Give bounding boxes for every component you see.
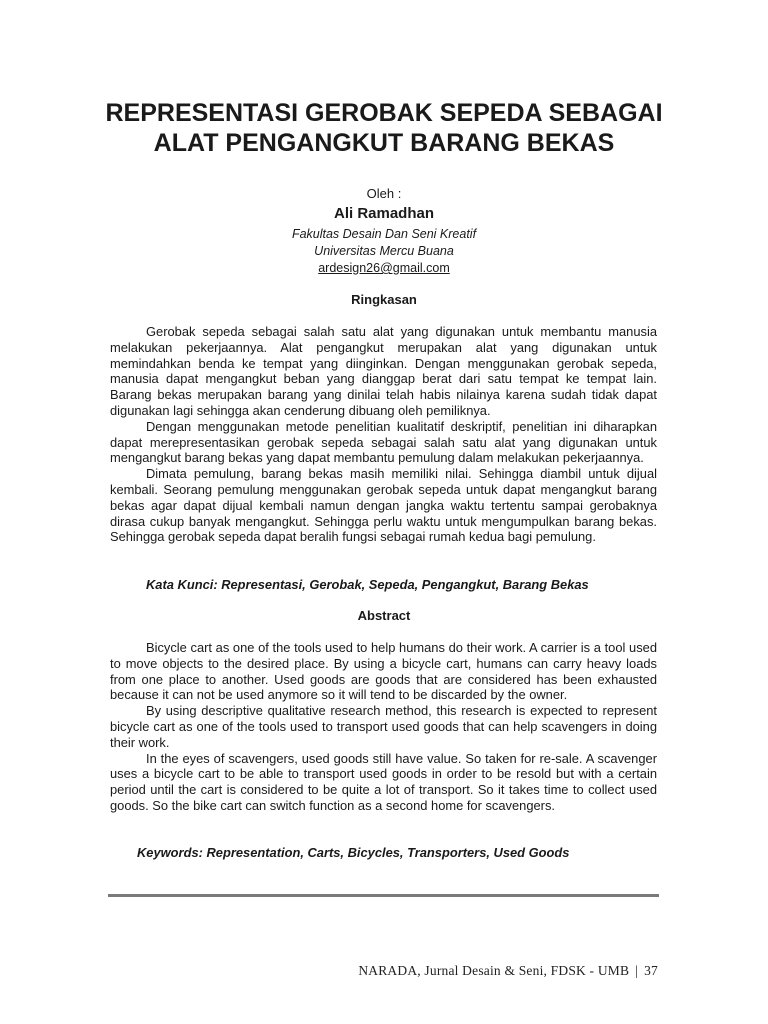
ringkasan-heading: Ringkasan xyxy=(351,292,417,307)
article-title: REPRESENTASI GEROBAK SEPEDA SEBAGAI ALAT PENGANGKUT BARANG BEKAS xyxy=(105,99,663,157)
affiliation-faculty: Fakultas Desain Dan Seni Kreatif xyxy=(291,227,477,241)
abstract-paragraph: Bicycle cart as one of the tools used to help humans do their work. A carrier is a tool used to move objects to the desired place. By using a bicycle cart, humans can carry heavy loads from one place to another. Used goods are goods that are considered has been exhausted because it can not be used anymore so it will tend to be discarded by the owner. xyxy=(110,640,657,703)
abstract-body xyxy=(110,640,657,814)
ringkasan-paragraph: Dimata pemulung, barang bekas masih memiliki nilai. Sehingga diambil untuk dijual kembali. Seorang pemulung menggunakan gerobak sepeda untuk dapat mengangkut barang bekas agar dapat dijual kembali namun dengan jangka waktu tertentu sampai gerobaknya dirasa cukup banyak mengangkut. Sehingga perlu waktu untuk mengumpulkan barang bekas. Sehingga gerobak sepeda dapat beralih fungsi sebagai rumah kedua bagi pemulung. xyxy=(110,466,657,545)
english-keywords: Keywords: Representation, Carts, Bicycles, Transporters, Used Goods xyxy=(137,845,570,860)
author-name: Ali Ramadhan xyxy=(333,205,435,222)
ringkasan-body xyxy=(110,324,657,545)
page-number: 37 xyxy=(644,963,658,978)
abstract-heading: Abstract xyxy=(357,608,411,623)
affiliation-university: Universitas Mercu Buana xyxy=(314,244,454,258)
abstract-paragraph: In the eyes of scavengers, used goods still have value. So taken for re-sale. A scavenger uses a bicycle cart to be able to transport used goods in order to be resold but with a certain period until the cart is considered to be quite a lot of transport. So it takes time to collect used goods. So the bike cart can switch function as a second home for scavengers. xyxy=(110,750,657,813)
kata-kunci-keywords: Kata Kunci: Representasi, Gerobak, Sepeda, Pengangkut, Barang Bekas xyxy=(146,577,589,592)
author-email-link[interactable]: ardesign26@gmail.com xyxy=(318,261,450,275)
section-divider xyxy=(108,894,659,897)
byline-prefix: Oleh : xyxy=(366,186,402,201)
ringkasan-paragraph: Gerobak sepeda sebagai salah satu alat yang digunakan untuk membantu manusia melakukan pekerjaannya. Alat pengangkut merupakan alat yang digunakan untuk memindahkan benda ke tempat yang diinginkan. Dengan menggunakan gerobak sepeda, manusia dapat mengangkut beban yang dianggap berat dari satu tempat ke tempat lain. Barang bekas merupakan barang yang dinilai telah habis nilainya karena sudah tidak dapat digunakan lagi sehingga akan cenderung dibuang oleh pemiliknya. xyxy=(110,324,657,418)
abstract-paragraph: By using descriptive qualitative research method, this research is expected to represent bicycle cart as one of the tools used to transport used goods that can help scavengers in doing their work. xyxy=(110,703,657,750)
footer-journal-name: NARADA, Jurnal Desain & Seni, FDSK - UMB xyxy=(358,963,630,978)
page-footer xyxy=(358,963,658,979)
footer-separator: | xyxy=(635,963,639,978)
ringkasan-paragraph: Dengan menggunakan metode penelitian kualitatif deskriptif, penelitian ini diharapkan dapat merepresentasikan gerobak sepeda sebagai salah satu alat yang digunakan untuk mengangkut barang bekas yang dapat membantu pemulung dalam melakukan pekerjaannya. xyxy=(110,418,657,466)
